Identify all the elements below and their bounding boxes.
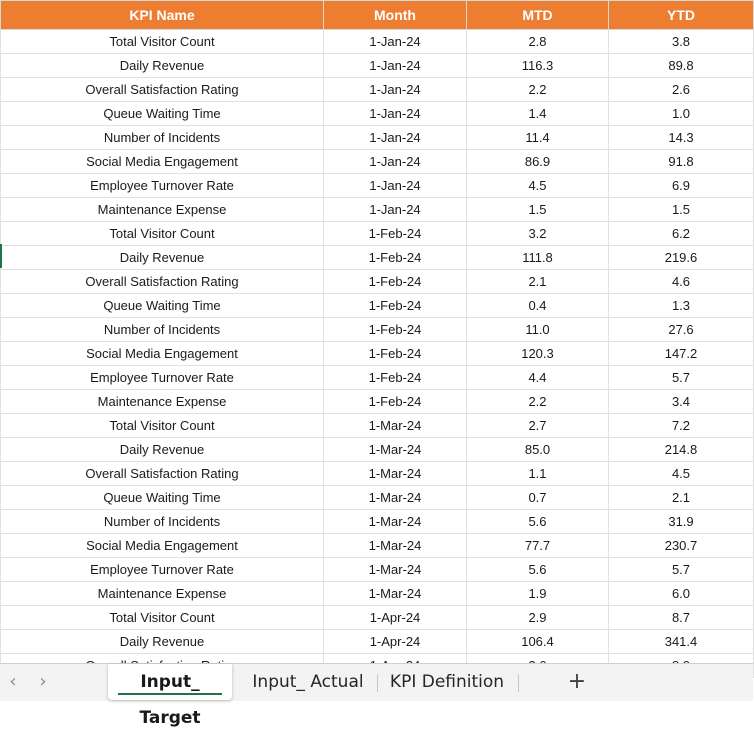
mtd-cell[interactable]: 120.3 [467,342,609,366]
kpi-name-cell[interactable]: Queue Waiting Time [1,294,324,318]
ytd-cell[interactable]: 27.6 [609,318,754,342]
ytd-cell[interactable]: 4.6 [609,270,754,294]
mtd-cell[interactable]: 2.7 [467,414,609,438]
kpi-name-cell[interactable]: Number of Incidents [1,318,324,342]
sheet-tab-bar [0,663,753,728]
table-body [1,30,754,678]
month-cell[interactable]: 1-Mar-24 [324,462,467,486]
kpi-name-cell[interactable]: Maintenance Expense [1,582,324,606]
mtd-cell[interactable]: 4.4 [467,366,609,390]
mtd-cell[interactable]: 1.1 [467,462,609,486]
table-row [1,582,754,606]
month-cell[interactable]: 1-Mar-24 [324,510,467,534]
table-row [1,246,754,270]
tab-kpi-definition[interactable] [383,664,511,700]
month-cell[interactable]: 1-Mar-24 [324,438,467,462]
month-cell[interactable]: 1-Apr-24 [324,630,467,654]
mtd-cell[interactable]: 0.7 [467,486,609,510]
ytd-cell[interactable]: 219.6 [609,246,754,270]
header-kpi-name[interactable]: KPI Name [1,1,324,30]
tab-input-target-label: Input_ Target [139,672,201,728]
table-row [1,198,754,222]
ytd-cell[interactable]: 3.4 [609,390,754,414]
ytd-cell[interactable]: 6.2 [609,222,754,246]
mtd-cell[interactable]: 1.9 [467,582,609,606]
table-row [1,174,754,198]
active-row-marker [0,244,2,268]
month-cell[interactable]: 1-Feb-24 [324,390,467,414]
ytd-cell[interactable]: 6.0 [609,582,754,606]
ytd-cell[interactable]: 147.2 [609,342,754,366]
table-row [1,342,754,366]
kpi-name-cell[interactable]: Total Visitor Count [1,414,324,438]
table-row [1,294,754,318]
table-row [1,318,754,342]
tab-separator [377,674,378,692]
kpi-name-cell[interactable]: Daily Revenue [1,54,324,78]
mtd-cell[interactable]: 1.5 [467,198,609,222]
header-row [1,1,754,30]
kpi-name-cell[interactable]: Overall Satisfaction Rating [1,462,324,486]
table-row [1,102,754,126]
month-cell[interactable]: 1-Feb-24 [324,294,467,318]
add-sheet-button[interactable] [565,668,589,696]
month-cell[interactable]: 1-Jan-24 [324,126,467,150]
kpi-name-cell[interactable]: Daily Revenue [1,438,324,462]
tab-input-actual[interactable] [244,664,372,700]
ytd-cell[interactable]: 31.9 [609,510,754,534]
month-cell[interactable]: 1-Mar-24 [324,486,467,510]
tab-separator [518,674,519,692]
table-row [1,390,754,414]
tab-input-actual-label: Input_ Actual [252,672,364,692]
kpi-name-cell[interactable]: Social Media Engagement [1,342,324,366]
kpi-name-cell[interactable]: Total Visitor Count [1,606,324,630]
month-cell[interactable]: 1-Feb-24 [324,342,467,366]
mtd-cell[interactable]: 1.4 [467,102,609,126]
ytd-cell[interactable]: 1.3 [609,294,754,318]
mtd-cell[interactable]: 116.3 [467,54,609,78]
table-row [1,30,754,54]
mtd-cell[interactable]: 3.2 [467,222,609,246]
table-row [1,222,754,246]
plus-icon: + [567,669,587,694]
kpi-name-cell[interactable]: Daily Revenue [1,630,324,654]
kpi-name-cell[interactable]: Total Visitor Count [1,30,324,54]
month-cell[interactable]: 1-Mar-24 [324,582,467,606]
ytd-cell[interactable]: 89.8 [609,54,754,78]
kpi-name-cell[interactable]: Overall Satisfaction Rating [1,78,324,102]
ytd-cell[interactable]: 7.2 [609,414,754,438]
mtd-cell[interactable]: 2.2 [467,390,609,414]
ytd-cell[interactable]: 6.9 [609,174,754,198]
mtd-cell[interactable]: 106.4 [467,630,609,654]
active-tab-underline [118,693,222,695]
ytd-cell[interactable]: 341.4 [609,630,754,654]
table-row [1,486,754,510]
header-month[interactable]: Month [324,1,467,30]
month-cell[interactable]: 1-Feb-24 [324,366,467,390]
kpi-name-cell[interactable]: Overall Satisfaction Rating [1,270,324,294]
month-cell[interactable]: 1-Jan-24 [324,54,467,78]
ytd-cell[interactable]: 5.7 [609,366,754,390]
mtd-cell[interactable]: 77.7 [467,534,609,558]
kpi-name-cell[interactable]: Daily Revenue [1,246,324,270]
month-cell[interactable]: 1-Jan-24 [324,78,467,102]
ytd-cell[interactable]: 2.6 [609,78,754,102]
month-cell[interactable]: 1-Feb-24 [324,318,467,342]
ytd-cell[interactable]: 14.3 [609,126,754,150]
kpi-name-cell[interactable]: Maintenance Expense [1,390,324,414]
table-row [1,414,754,438]
kpi-name-cell[interactable]: Employee Turnover Rate [1,558,324,582]
month-cell[interactable]: 1-Mar-24 [324,534,467,558]
kpi-name-cell[interactable]: Number of Incidents [1,126,324,150]
mtd-cell[interactable]: 2.2 [467,78,609,102]
kpi-name-cell[interactable]: Maintenance Expense [1,198,324,222]
table-row [1,510,754,534]
tab-input-target[interactable] [108,664,232,728]
table-row [1,54,754,78]
table-row [1,366,754,390]
ytd-cell[interactable]: 5.7 [609,558,754,582]
table-row [1,558,754,582]
ytd-cell[interactable]: 91.8 [609,150,754,174]
kpi-name-cell[interactable]: Social Media Engagement [1,534,324,558]
chevron-right-icon[interactable]: › [39,671,47,692]
header-ytd[interactable]: YTD [609,1,754,30]
mtd-cell[interactable]: 2.8 [467,30,609,54]
table-row [1,438,754,462]
month-cell[interactable]: 1-Feb-24 [324,222,467,246]
ytd-cell[interactable]: 3.8 [609,30,754,54]
month-cell[interactable]: 1-Feb-24 [324,270,467,294]
month-cell[interactable]: 1-Apr-24 [324,606,467,630]
mtd-cell[interactable]: 85.0 [467,438,609,462]
table-row [1,150,754,174]
month-cell[interactable]: 1-Feb-24 [324,246,467,270]
mtd-cell[interactable]: 11.0 [467,318,609,342]
kpi-name-cell[interactable]: Total Visitor Count [1,222,324,246]
kpi-name-cell[interactable]: Queue Waiting Time [1,102,324,126]
kpi-name-cell[interactable]: Employee Turnover Rate [1,366,324,390]
ytd-cell[interactable]: 214.8 [609,438,754,462]
table-row [1,630,754,654]
kpi-name-cell[interactable]: Queue Waiting Time [1,486,324,510]
mtd-cell[interactable]: 111.8 [467,246,609,270]
ytd-cell[interactable]: 1.5 [609,198,754,222]
month-cell[interactable]: 1-Jan-24 [324,102,467,126]
table-row [1,270,754,294]
mtd-cell[interactable]: 0.4 [467,294,609,318]
ytd-cell[interactable]: 230.7 [609,534,754,558]
tab-kpi-definition-label: KPI Definition [389,672,505,692]
mtd-cell[interactable]: 4.5 [467,174,609,198]
table-row [1,78,754,102]
mtd-cell[interactable]: 2.9 [467,606,609,630]
ytd-cell[interactable]: 4.5 [609,462,754,486]
kpi-name-cell[interactable]: Number of Incidents [1,510,324,534]
month-cell[interactable]: 1-Jan-24 [324,198,467,222]
month-cell[interactable]: 1-Mar-24 [324,414,467,438]
table-row [1,606,754,630]
month-cell[interactable]: 1-Jan-24 [324,174,467,198]
mtd-cell[interactable]: 5.6 [467,558,609,582]
mtd-cell[interactable]: 2.1 [467,270,609,294]
mtd-cell[interactable]: 86.9 [467,150,609,174]
mtd-cell[interactable]: 5.6 [467,510,609,534]
header-mtd[interactable]: MTD [467,1,609,30]
table-row [1,462,754,486]
ytd-cell[interactable]: 2.1 [609,486,754,510]
ytd-cell[interactable]: 8.7 [609,606,754,630]
kpi-name-cell[interactable]: Employee Turnover Rate [1,174,324,198]
mtd-cell[interactable]: 11.4 [467,126,609,150]
table-row [1,534,754,558]
table-row [1,126,754,150]
ytd-cell[interactable]: 1.0 [609,102,754,126]
month-cell[interactable]: 1-Mar-24 [324,558,467,582]
month-cell[interactable]: 1-Jan-24 [324,30,467,54]
kpi-name-cell[interactable]: Social Media Engagement [1,150,324,174]
month-cell[interactable]: 1-Jan-24 [324,150,467,174]
chevron-left-icon[interactable]: ‹ [9,671,17,692]
